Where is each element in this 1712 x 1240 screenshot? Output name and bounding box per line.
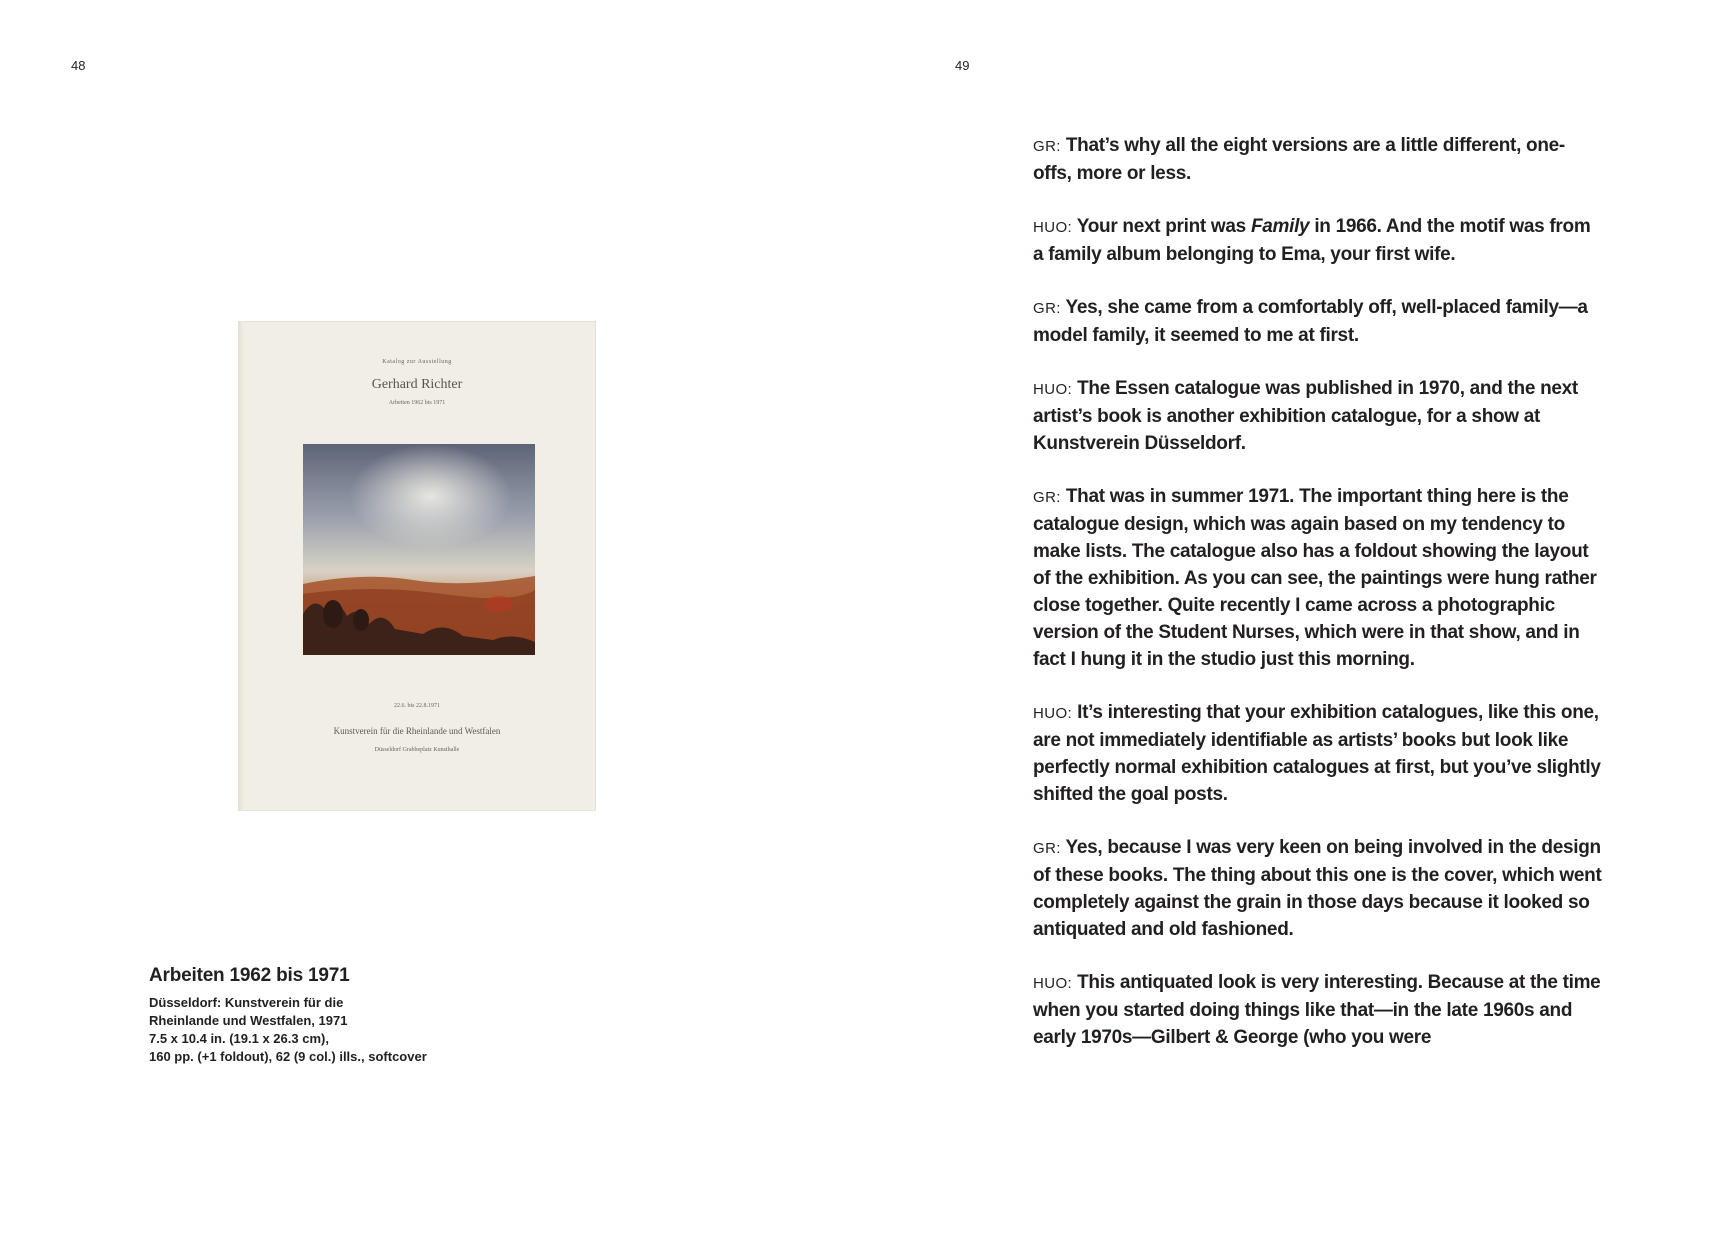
interview-paragraph xyxy=(1033,213,1603,268)
page-number-right: 49 xyxy=(955,58,970,73)
caption-title: Arbeiten 1962 bis 1971 xyxy=(149,965,350,986)
paragraph-text: Yes, she came from a comfortably off, well-placed family—a model family, it seemed to me at first. xyxy=(1033,297,1588,346)
caption-line: 7.5 x 10.4 in. (19.1 x 26.3 cm), xyxy=(149,1031,329,1046)
book-cover-image xyxy=(238,321,596,811)
caption-line: 160 pp. (+1 foldout), 62 (9 col.) ills., softcover xyxy=(149,1049,427,1064)
cover-years: Arbeiten 1962 bis 1971 xyxy=(388,400,446,406)
speaker-label: GR: xyxy=(1033,840,1061,857)
speaker-label: GR: xyxy=(1033,138,1061,155)
speaker-label: GR: xyxy=(1033,300,1061,317)
interview-paragraph xyxy=(1033,294,1603,349)
cover-place: Düsseldorf Grabbeplatz Kunsthalle xyxy=(374,747,460,753)
speaker-label: HUO: xyxy=(1033,219,1073,236)
cover-artist: Gerhard Richter xyxy=(371,377,463,392)
interview-paragraph xyxy=(1033,969,1603,1051)
paragraph-text: in 1966. And the motif was from a family album belonging to Ema, your first wife. xyxy=(1033,216,1591,265)
interview-paragraph xyxy=(1033,132,1603,187)
cover-dates: 22.6. bis 22.8.1971 xyxy=(393,703,440,709)
interview-text xyxy=(1033,132,1603,1077)
paragraph-text: Your next print was xyxy=(1076,216,1251,237)
speaker-label: HUO: xyxy=(1033,975,1073,992)
paragraph-text: It’s interesting that your exhibition catalogues, like this one, are not immediately identifiable as artists’ books but look like perfectly normal exhibition catalogues at first, but you’ve slightly shifted the goal posts. xyxy=(1033,702,1601,805)
caption-line: Rheinlande und Westfalen, 1971 xyxy=(149,1013,348,1028)
paragraph-text: That’s why all the eight versions are a little different, one-offs, more or less. xyxy=(1033,135,1565,184)
interview-paragraph xyxy=(1033,834,1603,943)
interview-paragraph xyxy=(1033,483,1603,673)
cover-kicker: Katalog zur Ausstellung xyxy=(382,359,452,365)
cover-landscape-painting xyxy=(303,444,535,655)
page-number-left: 48 xyxy=(71,58,86,73)
paragraph-text: That was in summer 1971. The important thing here is the catalogue design, which was again based on my tendency to make lists. The catalogue also has a foldout showing the layout of the exhibition. As you can see, the paintings were hung rather close together. Quite recently I came across a photographic version of the Student Nurses, which were in that show, and in fact I hung it in the studio just this morning. xyxy=(1033,486,1597,670)
caption-line: Düsseldorf: Kunstverein für die xyxy=(149,995,344,1010)
paragraph-text: The Essen catalogue was published in 1970, and the next artist’s book is another exhibition catalogue, for a show at Kunstverein Düsseldorf. xyxy=(1033,378,1578,454)
paragraph-text: This antiquated look is very interesting. Because at the time when you started doing things like that—in the late 1960s and early 1970s—Gilbert & George (who you were xyxy=(1033,972,1601,1048)
speaker-label: HUO: xyxy=(1033,381,1073,398)
speaker-label: GR: xyxy=(1033,489,1061,506)
paragraph-text: Yes, because I was very keen on being involved in the design of these books. The thing about this one is the cover, which went completely against the grain in those days because it looked so antiquated and old fashioned. xyxy=(1033,837,1602,940)
cover-institution: Kunstverein für die Rheinlande und Westfalen xyxy=(333,726,501,736)
interview-paragraph xyxy=(1033,699,1603,808)
artwork-title: Family xyxy=(1250,216,1310,237)
speaker-label: HUO: xyxy=(1033,705,1073,722)
interview-paragraph xyxy=(1033,375,1603,457)
image-caption xyxy=(149,965,479,1066)
